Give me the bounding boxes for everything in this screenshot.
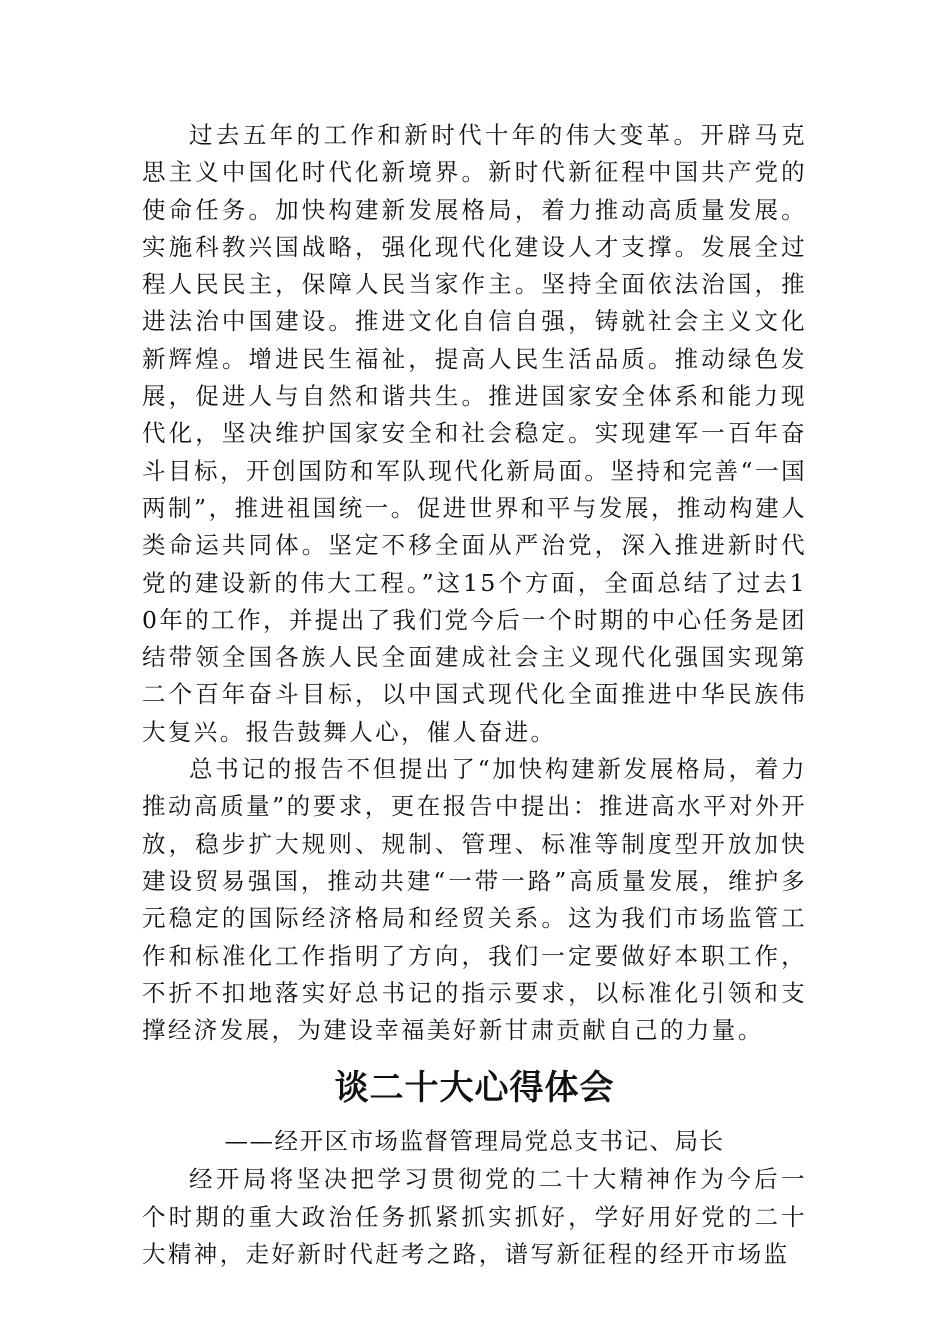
- paragraph-policy-summary: 过去五年的工作和新时代十年的伟大变革。开辟马克思主义中国化时代化新境界。新时代新征程中国共产党的使命任务。加快构建新发展格局，着力推动高质量发展。实施科教兴国战略，强化现代化建设人才支撑。发展全过程人民民主，保障人民当家作主。坚持全面依法治国，推进法治中国建设。推进文化自信自强，铸就社会主义文化新辉煌。增进民生福祉，提高人民生活品质。推动绿色发展，促进人与自然和谐共生。推进国家安全体系和能力现代化，坚决维护国家安全和社会稳定。实现建军一百年奋斗目标，开创国防和军队现代化新局面。坚持和完善“一国两制”，推进祖国统一。促进世界和平与发展，推动构建人类命运共同体。坚定不移全面从严治党，深入推进新时代党的建设新的伟大工程。”这15个方面，全面总结了过去10年的工作，并提出了我们党今后一个时期的中心任务是团结带领全国各族人民全面建成社会主义现代化强国实现第二个百年奋斗目标，以中国式现代化全面推进中华民族伟大复兴。报告鼓舞人心，催人奋进。: [142, 121, 807, 746]
- section-title: 谈二十大心得体会: [334, 1068, 615, 1109]
- paragraph-report-requirements: 总书记的报告不但提出了“加快构建新发展格局，着力推动高质量”的要求，更在报告中提出：推进高水平对外开放，稳步扩大规则、规制、管理、标准等制度型开放加快建设贸易强国，推动共建“一带一路”高质量发展，维护多元稳定的国际经济格局和经贸关系。这为我们市场监管工作和标准化工作指明了方向，我们一定要做好本职工作，不折不扣地落实好总书记的指示要求，以标准化引领和支撑经济发展，为建设幸福美好新甘肃贡献自己的力量。: [142, 755, 807, 1045]
- paragraph-bureau-commitment: 经开局将坚决把学习贯彻党的二十大精神作为今后一个时期的重大政治任务抓紧抓实抓好，学好用好党的二十大精神，走好新时代赶考之路，谱写新征程的经开市场监: [142, 1165, 807, 1269]
- section-subtitle: ——经开区市场监督管理局党总支书记、局长: [224, 1127, 725, 1156]
- document-body: [142, 117, 807, 1273]
